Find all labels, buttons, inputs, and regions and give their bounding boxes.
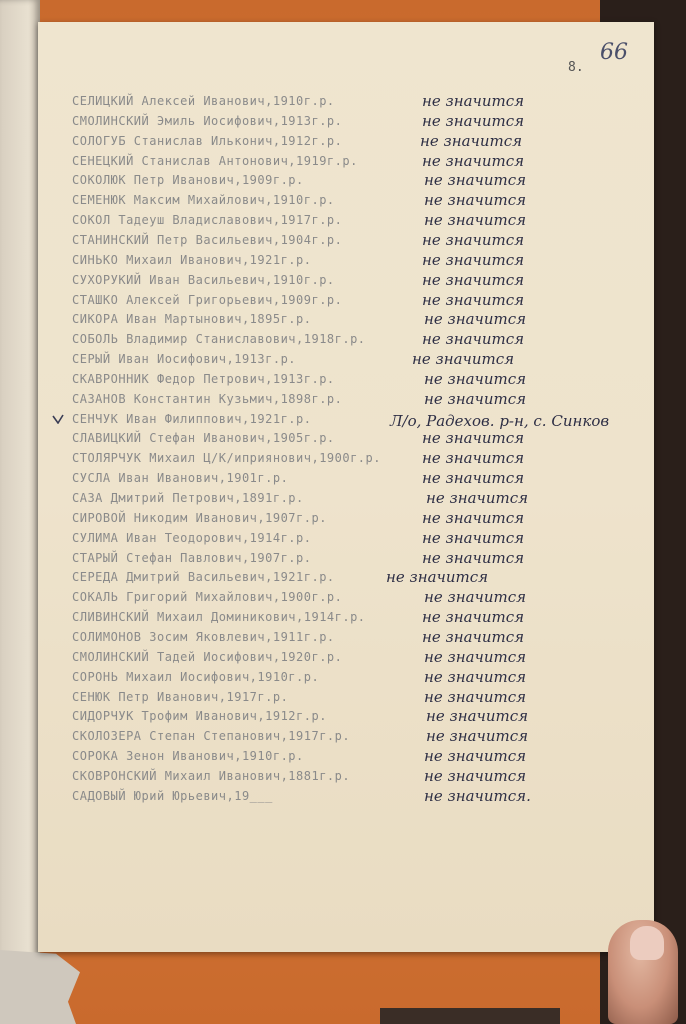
list-item — [38, 152, 654, 172]
person-name: СЕЛИЦКИЙ Алексей Иванович,1910г.р. — [72, 94, 335, 108]
list-item — [38, 449, 654, 469]
status-handwritten: не значится — [412, 350, 515, 369]
person-name: СЕНЕЦКИЙ Станислав Антонович,1919г.р. — [72, 153, 358, 168]
status-handwritten: не значится — [424, 687, 527, 706]
list-item — [38, 231, 654, 251]
list-item — [38, 390, 654, 410]
person-name: СИРОВОЙ Никодим Иванович,1907г.р. — [72, 510, 327, 525]
desk-edge — [380, 1008, 560, 1024]
person-name: САДОВЫЙ Юрий Юрьевич,19___ — [72, 788, 273, 803]
list-item — [38, 271, 654, 291]
list-item — [38, 588, 654, 608]
status-handwritten: не значится — [424, 211, 527, 230]
list-item — [38, 330, 654, 350]
person-name: СЕРЫЙ Иван Иосифович,1913г.р. — [72, 352, 297, 367]
status-handwritten: не значится — [422, 151, 525, 170]
person-name: САЗА Дмитрий Петрович,1891г.р. — [72, 491, 304, 505]
person-name: СОБОЛЬ Владимир Станиславович,1918г.р. — [72, 332, 366, 347]
page-number-handwritten: 66 — [600, 40, 628, 65]
status-handwritten: не значится — [422, 290, 525, 309]
person-name: СУХОРУКИЙ Иван Васильевич,1910г.р. — [72, 272, 335, 287]
list-item — [38, 628, 654, 648]
status-handwritten: не значится — [424, 171, 527, 190]
handwritten-note: Л/о, Радехов. р-н, с. Синков — [390, 412, 610, 430]
person-name: СМОЛИНСКИЙ Тадей Иосифович,1920г.р. — [72, 649, 343, 664]
status-handwritten: не значится — [422, 608, 525, 627]
status-handwritten: не значится — [424, 647, 527, 666]
status-handwritten: не значится — [424, 389, 527, 408]
person-name: СУСЛА Иван Иванович,1901г.р. — [72, 471, 289, 486]
person-name: СКАВРОННИК Федор Петрович,1913г.р. — [72, 371, 335, 386]
list-item — [38, 112, 654, 132]
person-name: САЗАНОВ Константин Кузьмич,1898г.р. — [72, 391, 343, 406]
person-name: СИНЬКО Михаил Иванович,1921г.р. — [72, 252, 312, 267]
person-name: СМОЛИНСКИЙ Эмиль Иосифович,1913г.р. — [72, 113, 343, 128]
status-handwritten: не значится — [424, 369, 527, 388]
status-handwritten: не значится — [424, 747, 527, 766]
person-name: СКОВРОНСКИЙ Михаил Иванович,1881г.р. — [72, 768, 351, 783]
list-item — [38, 132, 654, 152]
status-handwritten: не значится — [422, 330, 525, 349]
list-item — [38, 747, 654, 767]
status-handwritten: не значится — [422, 250, 525, 269]
left-page-stack — [0, 0, 40, 1024]
status-handwritten: не значится. — [424, 786, 531, 805]
list-item — [38, 549, 654, 569]
status-handwritten: не значится — [422, 627, 525, 646]
person-name: СТОЛЯРЧУК Михаил Ц/К/иприянович,1900г.р. — [72, 451, 381, 466]
status-handwritten: не значится — [422, 270, 525, 289]
status-handwritten: не значится — [422, 548, 525, 567]
person-name: СОКОЛЮК Петр Иванович,1909г.р. — [72, 173, 304, 188]
list-item — [38, 191, 654, 211]
status-handwritten: не значится — [422, 92, 525, 110]
list-item — [38, 688, 654, 708]
list-item — [38, 92, 654, 112]
list-item — [38, 509, 654, 529]
person-name: СОЛОГУБ Станислав Ильконич,1912г.р. — [72, 133, 343, 148]
list-item — [38, 529, 654, 549]
page-number-typed: 8. — [568, 60, 584, 75]
status-handwritten: не значится — [422, 469, 525, 488]
person-name: СТАШКО Алексей Григорьевич,1909г.р. — [72, 292, 343, 307]
person-name: СЛАВИЦКИЙ Стефан Иванович,1905г.р. — [72, 431, 335, 446]
status-handwritten: не значится — [424, 191, 527, 210]
person-name: СИДОРЧУК Трофим Иванович,1912г.р. — [72, 709, 327, 724]
status-handwritten: не значится — [422, 449, 525, 468]
list-item — [38, 469, 654, 489]
list-item — [38, 668, 654, 688]
document-page — [38, 22, 654, 952]
person-name: СКОЛОЗЕРА Степан Степанович,1917г.р. — [72, 729, 351, 744]
person-name: СОРОНЬ Михаил Иосифович,1910г.р. — [72, 669, 320, 684]
person-name: СОКОЛ Тадеуш Владиславович,1917г.р. — [72, 213, 343, 228]
person-name: СОРОКА Зенон Иванович,1910г.р. — [72, 749, 304, 764]
list-item — [38, 291, 654, 311]
status-handwritten: не значится — [422, 111, 525, 130]
list-item — [38, 429, 654, 449]
list-item — [38, 767, 654, 787]
status-handwritten: не значится — [422, 230, 525, 249]
person-name: СЛИВИНСКИЙ Михаил Доминикович,1914г.р. — [72, 610, 366, 625]
status-handwritten: не значится — [420, 131, 523, 150]
person-name: СЕНЮК Петр Иванович,1917г.р. — [72, 689, 289, 704]
list-item — [38, 211, 654, 231]
thumbnail-nail — [630, 926, 664, 960]
status-handwritten: не значится — [424, 310, 527, 329]
person-name: СТАНИНСКИЙ Петр Васильевич,1904г.р. — [72, 232, 343, 247]
status-handwritten: не значится — [422, 528, 525, 547]
list-item — [38, 787, 654, 807]
status-handwritten: не значится — [422, 429, 525, 448]
person-name: СИКОРА Иван Мартынович,1895г.р. — [72, 312, 312, 327]
list-item — [38, 568, 654, 588]
person-name: СЕРЕДА Дмитрий Васильевич,1921г.р. — [72, 570, 335, 585]
list-item — [38, 707, 654, 727]
list-item — [38, 350, 654, 370]
list-item — [38, 370, 654, 390]
list-item — [38, 171, 654, 191]
person-name: СУЛИМА Иван Теодорович,1914г.р. — [72, 530, 312, 545]
list-item — [38, 727, 654, 747]
list-item — [38, 648, 654, 668]
status-handwritten: не значится — [424, 766, 527, 785]
checkmark-icon — [52, 414, 64, 424]
status-handwritten: не значится — [422, 508, 525, 527]
person-name: СОЛИМОНОВ Зосим Яковлевич,1911г.р. — [72, 629, 335, 644]
person-name: СЕНЧУК Иван Филиппович,1921г.р. — [72, 411, 312, 426]
status-handwritten: не значится — [426, 727, 529, 746]
list-item — [38, 608, 654, 628]
person-name: СОКАЛЬ Григорий Михайлович,1900г.р. — [72, 590, 343, 605]
list-item — [38, 310, 654, 330]
status-handwritten: не значится — [426, 707, 529, 726]
status-handwritten: не значится — [424, 667, 527, 686]
status-handwritten: не значится — [386, 568, 489, 587]
person-name: СЕМЕНЮК Максим Михайлович,1910г.р. — [72, 193, 335, 208]
list-item — [38, 251, 654, 271]
status-handwritten: не значится — [424, 588, 527, 607]
person-name: СТАРЫЙ Стефан Павлович,1907г.р. — [72, 550, 312, 565]
list-item — [38, 489, 654, 509]
status-handwritten: не значится — [426, 489, 529, 507]
